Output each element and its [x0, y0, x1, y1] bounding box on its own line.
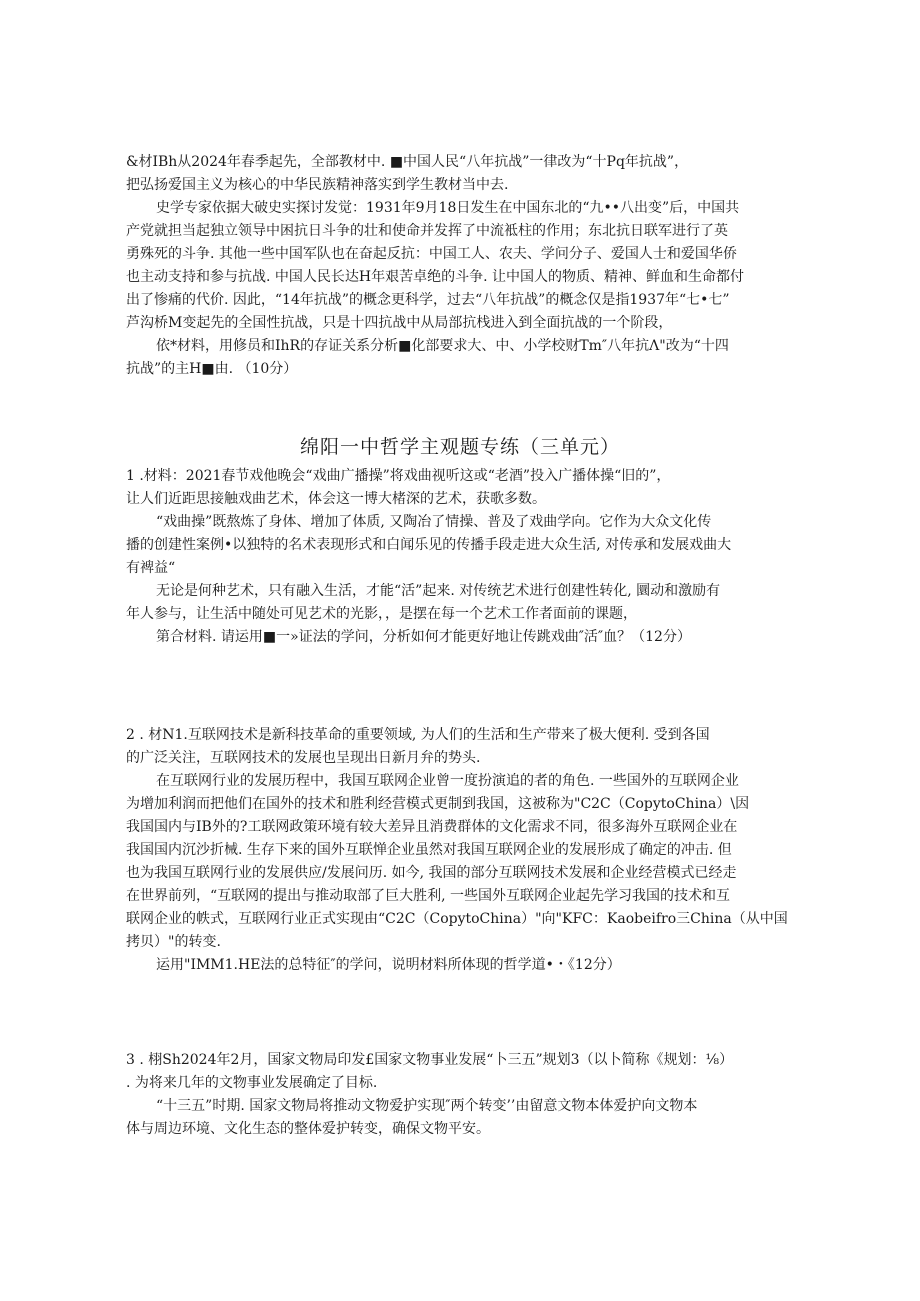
q1-line: 让人们近距思接触戏曲艺术，体会这一博大楮深的艺术，获歌多数。 — [126, 491, 546, 507]
intro-line: 芦沟桥M变起先的全国性抗战，只是十四抗战中从局部抗栈进入到全面抗战的一个阶段， — [126, 315, 673, 331]
intro-line: &材IBh从2024年春季起先，全部教材中. ■中国人民“八年抗战”一律改为“十Pq年抗战”， — [126, 154, 689, 170]
intro-line: 出了惨痛的代价. 因此，“14年抗战”的概念更科学，过去“八年抗战”的概念仅是指1937年“七•七” — [126, 292, 730, 308]
q1-line: 有裨益“ — [126, 560, 176, 576]
intro-section — [126, 151, 802, 381]
q2-line: 拷贝）"的转变. — [126, 934, 221, 950]
q2-line: 2 . 材N1.互联网技术是新科技革命的重要领域, 为人们的生活和生产带来了极大便利. 受到各国 — [126, 727, 710, 743]
intro-line: 依*材料，用修员和IhR的存证关系分析■化部要求大、中、小学校财Tm″八年抗Λ"改为“十四 — [156, 338, 729, 354]
q1-line: 1 .材料：2021春节戏他晚会“戏曲广播操”将戏曲视听这或“老酒”投入广播体操“旧的”， — [126, 468, 671, 484]
q1-line: 年人参与，让生活中随处可见艺术的光影，，是摆在每一个艺术工作者面前的课题， — [126, 606, 637, 622]
q2-line: 在互联网行业的发展历程中，我国互联网企业曾一度扮演追的者的角色. 一些国外的互联网企业 — [156, 773, 739, 789]
q2-line: 联网企业的帙式，互联网行业正式实现由“C2C（CopytoChina）"向"KFC：Kaobeifro三China（从中国 — [126, 911, 788, 927]
question-3 — [126, 1049, 802, 1141]
q2-line: 运用"IMM1.HE法的总特征″的学问，说明材料所体现的哲学道•・《12分） — [156, 957, 621, 973]
intro-line: 也主动支持和参与抗战. 中国人民长达H年艰苦卓绝的斗争. 让中国人的物质、精神、鲜血和生命都付 — [126, 269, 745, 285]
intro-line: 产党就担当起独立领导中困抗日斗争的壮和使命并发挥了中流袛柱的作用；东北抗日联军进行了英 — [126, 223, 728, 239]
q2-line: 在世界前列，“互联网的提出与推动取部了巨大胜利, 一些国外互联网企业起先学习我国的技术和互 — [126, 888, 731, 904]
q2-line: 我国国内与IB外的?工联网政策环境有较大差异且消费群体的文化需求不同，很多海外互联网企业在 — [126, 819, 738, 835]
q2-line: 的广泛关注，互联网技术的发展也呈现出日新月弁的势头. — [126, 750, 481, 766]
q1-line: “戏曲操”既熬炼了身体、增加了体质, 又陶冶了情操、普及了戏曲学向。它作为大众文化传 — [156, 514, 712, 530]
q2-line: 我国国内沉沙折械. 生存下来的国外互联惮企业虽然对我国互联网企业的发展形成了确定的冲击. 但 — [126, 842, 732, 858]
intro-line: 史学专家依据大破史实探讨发觉：1931年9月18日发生在中国东北的“九••八出变”后，中国共 — [156, 200, 740, 216]
question-2 — [126, 724, 802, 977]
q2-line: 也为我国互联网行业的发展供应/发展问历. 如今, 我国的部分互联网技术发展和企业经营模式已经走 — [126, 865, 737, 881]
q1-line: 无论是何种艺术，只有融入生活，才能“活”起来. 对传统艺术进行创建性转化, 圜动和激励有 — [156, 583, 721, 599]
q3-line: 体与周边环境、文化生态的整体爱护转变，确保文物平安。 — [126, 1121, 490, 1137]
q1-line: 播的创建性案例•以独特的名术表现形式和白闻乐见的传播手段走进大众生活, 对传承和发展戏曲大 — [126, 537, 732, 553]
intro-line: 勇殊死的斗争. 其他一些中国军队也在奋起反抗：中国工人、农夫、学问分子、爱国人士和爱国华侨 — [126, 246, 737, 262]
page-title: 绵阳一中哲学主观题专练（三单元） — [299, 436, 620, 458]
intro-line: 抗战”的主H■由. （10分） — [126, 361, 298, 377]
q3-line: “十三五”时期. 国家文物局将推动文物爱护实现″两个转变’’由留意文物本体爱护向文物本 — [156, 1098, 698, 1114]
q3-line: 3 . 栩Sh2024年2月，国家文物局印发£国家文物事业发展“卜三五”规划3（以卜简称《规划：⅛） — [126, 1052, 734, 1068]
intro-line: 把弘扬爱国主义为核心的中华民族精神落实到学生教材当中去. — [126, 177, 509, 193]
question-1 — [126, 465, 802, 649]
q1-line: 第合材料. 请运用■一»证法的学问，分析如何才能更好地让传跳戏曲″活″血？（12分） — [156, 629, 691, 645]
q3-line: . 为将来几年的文物事业发展确定了目标. — [126, 1075, 378, 1091]
q2-line: 为增加利润而把他们在国外的技术和胜利经营模式更制到我国，这被称为"C2C（CopytoChina）\因 — [126, 796, 750, 812]
